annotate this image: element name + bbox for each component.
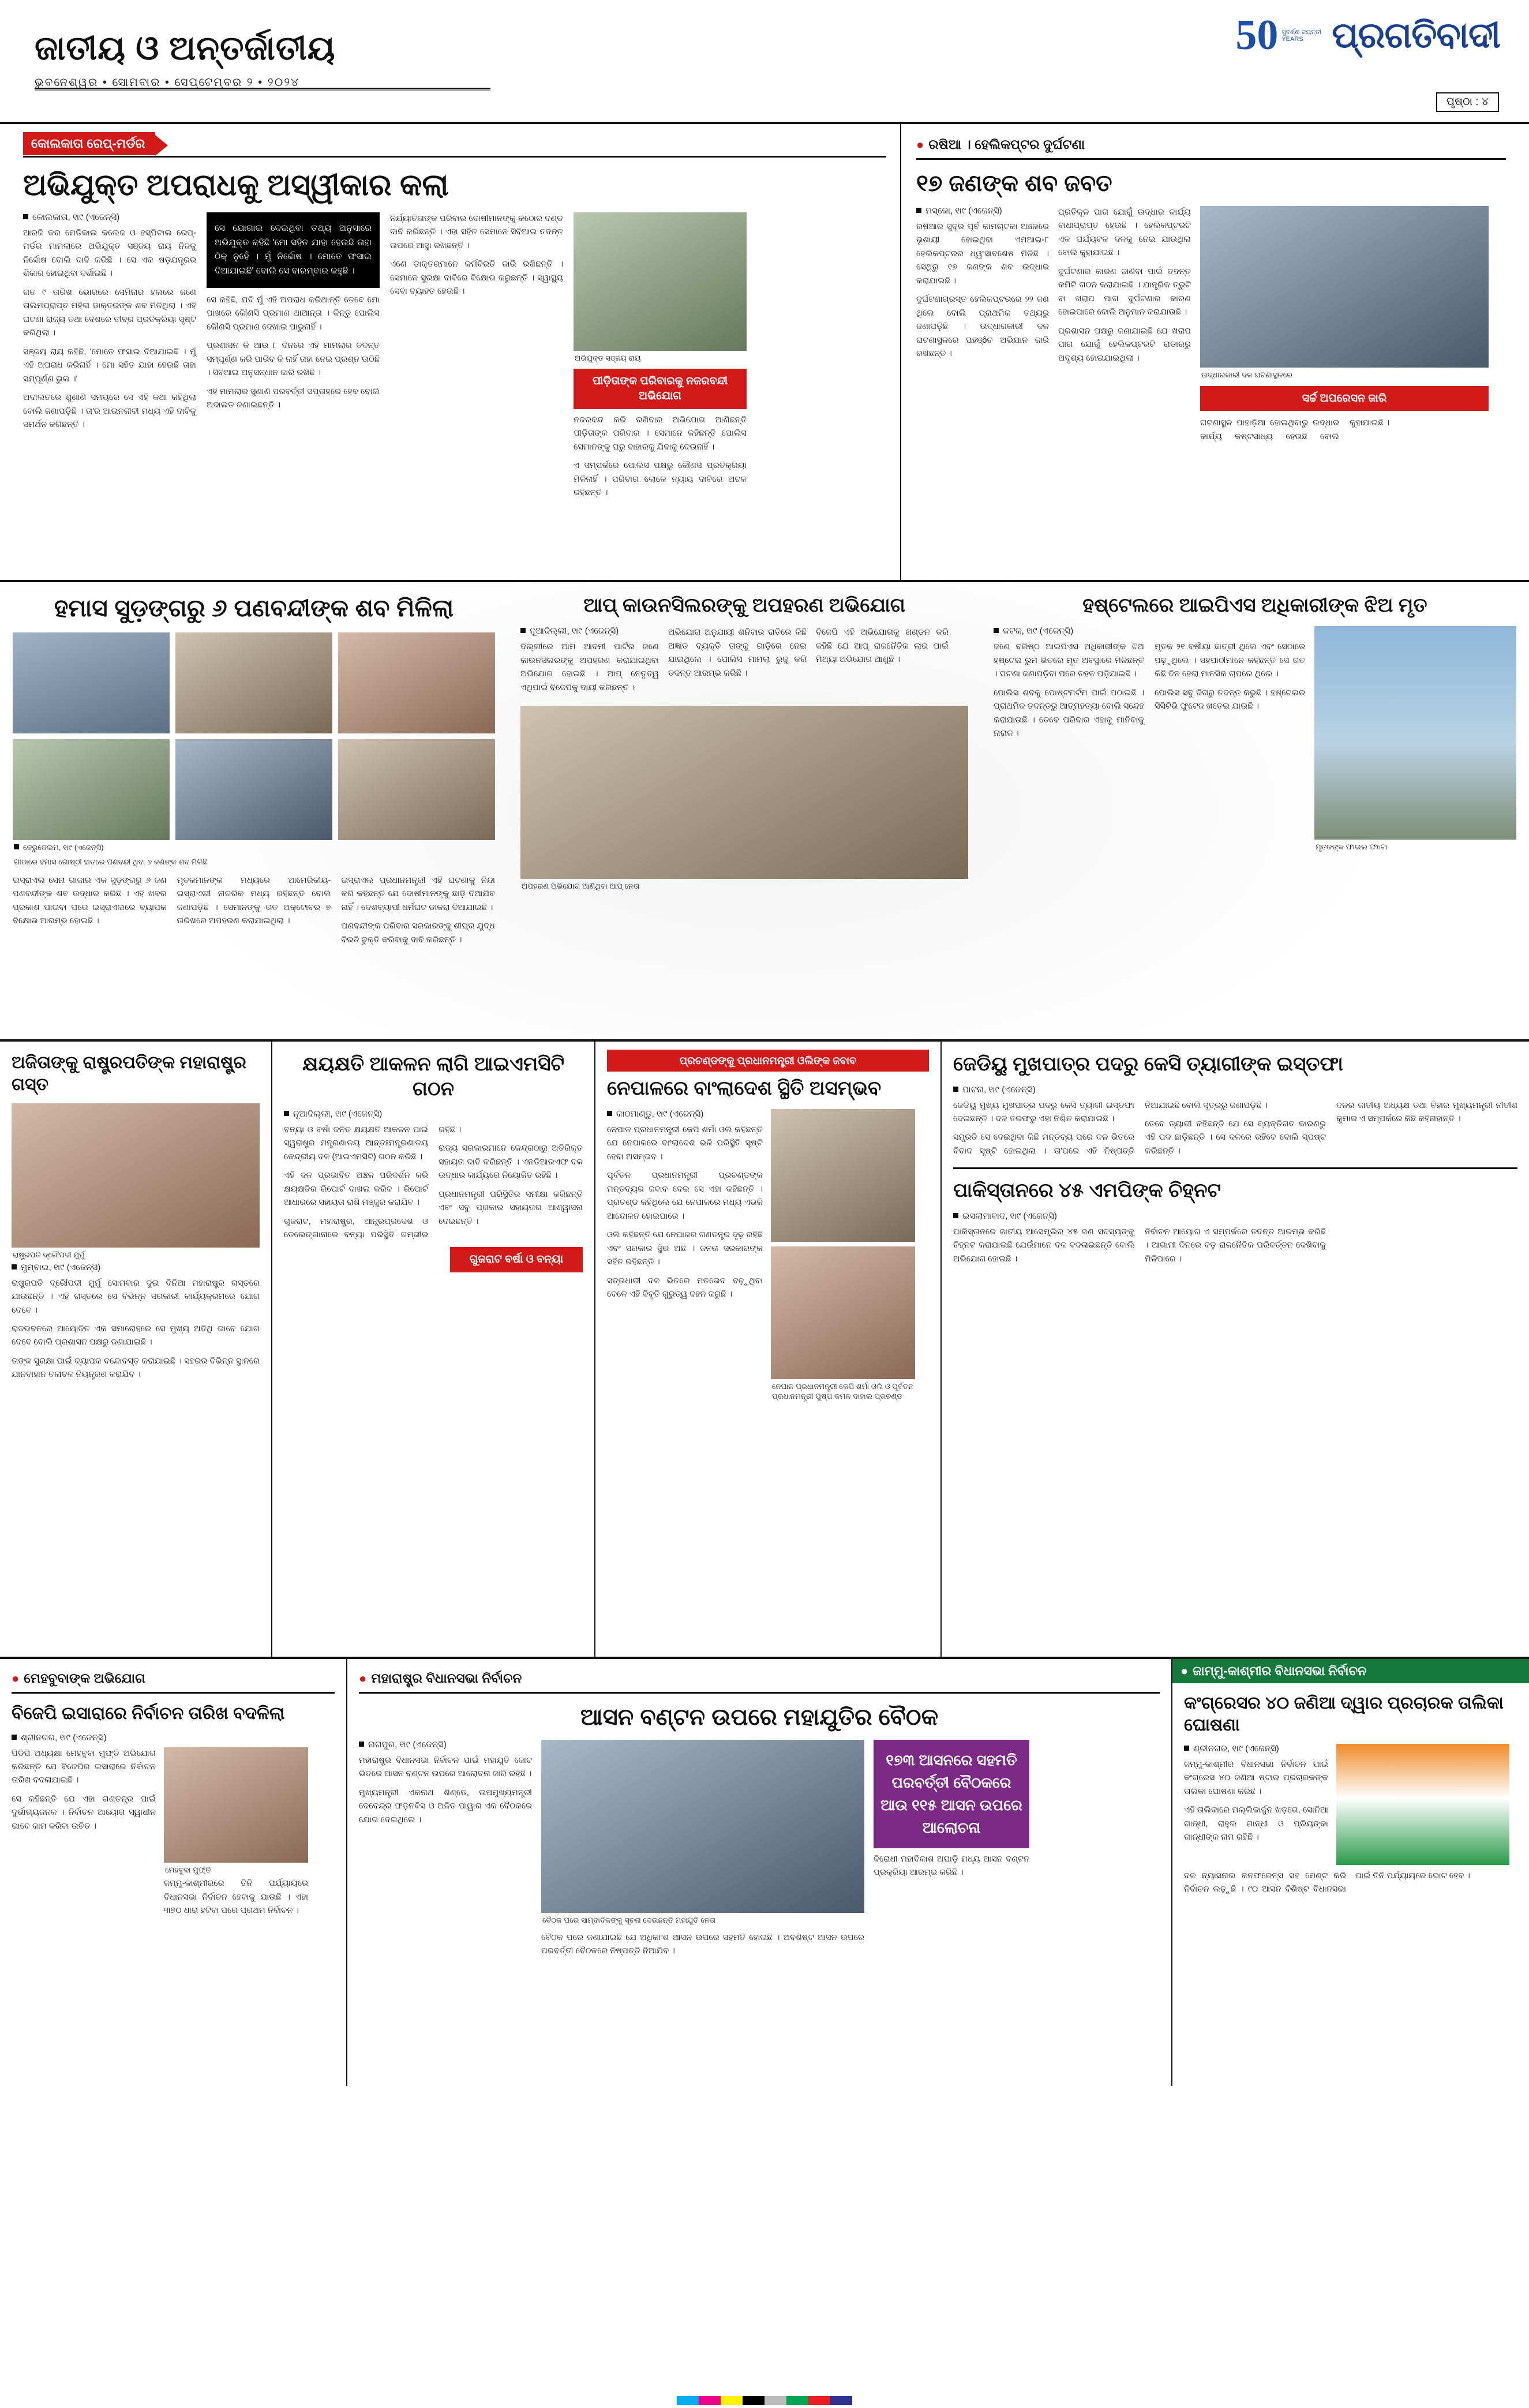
pakistan-para: ନିର୍ବାଚନ ଆୟୋଗ ଏ ସମ୍ପର୍କରେ ତଦନ୍ତ ଆରମ୍ଭ କରିଛି । ଆଗାମୀ ଦିନରେ ବଡ଼ ରାଜନୈତିକ ପରିବର୍ତ୍ତନ ଦେଖିବାକୁ ମିଳିପାରେ । xyxy=(1145,1227,1326,1264)
mehbooba-kicker: ● ମେହବୁବାଙ୍କ ଅଭିଯୋଗ xyxy=(12,1666,335,1694)
mehbooba-story xyxy=(0,1659,346,2086)
helicopter-col-2 xyxy=(1058,206,1191,444)
imct-para: ପ୍ରଧାନମନ୍ତ୍ରୀ ପରିସ୍ଥିତିର ସମୀକ୍ଷା କରିଛନ୍ତି ଏବଂ ସବୁ ପ୍ରକାର ସହାୟତାର ଆଶ୍ୱାସନା ଦେଇଛନ୍ତି । xyxy=(439,1189,583,1226)
helicopter-para: ପ୍ରତିକୂଳ ପାଗ ଯୋଗୁଁ ଉଦ୍ଧାର କାର୍ଯ୍ୟ ବାଧାପ୍ରାପ୍ତ ହେଉଛି । ହେଲିକପ୍ଟରଟି ଏକ ପର୍ଯ୍ୟଟକ ଦଳକୁ ନେଇ ଯାଉଥିଲା ବୋଲି କୁହାଯାଇଛି । xyxy=(1058,208,1191,258)
nepal-para: ନେପାଳ ପ୍ରଧାନମନ୍ତ୍ରୀ କେପି ଶର୍ମା ଓଲି କହିଛନ୍ତି ଯେ ନେପାଳରେ ବାଂଲାଦେଶ ଭଳି ପରିସ୍ଥିତି ସୃଷ୍ଟି ହେବା ଅସମ୍ଭବ । xyxy=(607,1125,763,1162)
president-visit-story xyxy=(0,1042,271,1657)
nepal-para: ସତ୍ତାଧାରୀ ଦଳ ଭିତରେ ମତଭେଦ ବଢ଼ୁଥିବା ବେଳେ ଏହି ବିବୃତି ଗୁରୁତ୍ୱ ବହନ କରୁଛି । xyxy=(607,1276,763,1300)
mehbooba-byline: ଶ୍ରୀନଗର, ୧ା୯ (ଏଜେନ୍ସି) xyxy=(12,1733,335,1743)
page-number-badge: ପୃଷ୍ଠା : ୪ xyxy=(1436,92,1499,112)
anniversary-seal-text: ସୁବର୍ଣ୍ଣ ଜୟନ୍ତୀ xyxy=(1281,28,1322,36)
nepal-story xyxy=(594,1042,940,1657)
hostages-caption: ଜେରୁଜେଲମ, ୧ା୯ (ଏଜେନ୍ସି) xyxy=(13,840,495,855)
crash-site-caption: ଉଦ୍ଧାରକାରୀ ଦଳ ଘଟଣାସ୍ଥଳରେ xyxy=(1201,370,1293,379)
nepal-headline: ନେପାଳରେ ବାଂଲାଦେଶ ସ୍ଥିତି ଅସମ୍ଭବ xyxy=(607,1077,882,1100)
masthead xyxy=(0,0,1529,124)
helicopter-byline: ମସ୍କୋ, ୧ା୯ (ଏଜେନ୍ସି) xyxy=(916,206,1049,216)
nepal-para: ପୂର୍ବତନ ପ୍ରଧାନମନ୍ତ୍ରୀ ପ୍ରଚଣ୍ଡଙ୍କ ମନ୍ତବ୍ୟର ଜବାବ ଦେଇ ସେ ଏହା କହିଛନ୍ତି । ପ୍ରଚଣ୍ଡ କହିଥିଲେ ଯେ ନେପାଳରେ ମଧ୍ୟ ଏଭଳି ଆନ୍ଦୋଳନ ହୋଇପାରେ । xyxy=(607,1171,763,1221)
cmyk-black xyxy=(743,2396,765,2405)
red-bullet-icon: ● xyxy=(12,1671,20,1686)
helicopter-col-3 xyxy=(1200,206,1489,444)
lead-para: ଗତ ୯ ତାରିଖ ଭୋରରେ ସେମିନାର ହଲରେ ଜଣେ ତାଲିମପ୍ରାପ୍ତ ମହିଳା ଡାକ୍ତରଙ୍କ ଶବ ମିଳିଥିଲା । ଏହି ଘଟଣା ରାଜ୍ୟ ତଥା ଦେଶରେ ତୀବ୍ର ପ୍ରତିକ୍ରିୟା ସୃଷ୍ଟି କରିଥିଲା । xyxy=(23,287,196,338)
ips-para: ପୋଲିସ ଶବକୁ ପୋଷ୍ଟମର୍ଟମ ପାଇଁ ପଠାଇଛି । ପ୍ରାଥମିକ ତଦନ୍ତରୁ ଆତ୍ମହତ୍ୟା ବୋଲି ସନ୍ଦେହ କରାଯାଉଛି । ତେବେ ପରିବାର ଏହାକୁ ମାନିବାକୁ ନାରାଜ । xyxy=(994,688,1144,739)
lead-story xyxy=(0,124,900,580)
lead-para: ପ୍ରଶାସନ କି ଆଉ ୮ ଦିନରେ ଏହି ମାମଲାର ତଦନ୍ତ ସମ୍ପୂର୍ଣ୍ଣ କରି ପାରିବ କି ନାହିଁ ତାହା ନେଇ ପ୍ରଶ୍ନ ଉଠିଛି । ସିବିଆଇ ଅନୁସନ୍ଧାନ ଜାରି ରଖିଛି । xyxy=(207,341,380,378)
mahayuti-col-1 xyxy=(359,1740,532,1964)
imct-para: ଏହି ଦଳ ପ୍ରଭାବିତ ଅଞ୍ଚଳ ପରିଦର୍ଶନ କରି କ୍ଷୟକ୍ଷତିର ରିପୋର୍ଟ ଦାଖଲ କରିବ । ରିପୋର୍ଟ ଆଧାରରେ ସହାୟତା ରାଶି ମଞ୍ଜୁର କରାଯିବ । xyxy=(284,1171,428,1208)
pakistan-para: ପାକିସ୍ତାନରେ ଜାତୀୟ ଆସେମ୍ବ୍ଲିର ୪୫ ଜଣ ସଦସ୍ୟଙ୍କୁ ଚିହ୍ନଟ କରାଯାଇଛି ଯେଉଁମାନେ ଦଳ ବଦଳାଇଛନ୍ତି ବୋଲି ଅଭିଯୋଗ ହୋଇଛି । xyxy=(953,1227,1134,1264)
victim-photo-caption: ମୃତକଙ୍କ ଫାଇଲ ଫଟୋ xyxy=(1316,842,1388,852)
victim-photo xyxy=(1314,626,1516,840)
red-bullet-icon: ● xyxy=(359,1671,367,1686)
helicopter-para: ଦୁର୍ଘଟଣାର କାରଣ ଜାଣିବା ପାଇଁ ତଦନ୍ତ କମିଟି ଗଠନ କରାଯାଇଛି । ଯାନ୍ତ୍ରିକ ତ୍ରୁଟି ବା ଖରାପ ପାଗ ଦୁର୍ଘଟଣାର କାରଣ ହୋଇପାରେ ବୋଲି ଅନୁମାନ କରାଯାଉଛି । xyxy=(1058,267,1191,317)
mahayuti-headline: ଆସନ ବଣ୍ଟନ ଉପରେ ମହାଯୁତିର ବୈଠକ xyxy=(580,1705,939,1730)
anniversary-label: YEARS xyxy=(1281,36,1303,43)
mahayuti-story xyxy=(346,1659,1171,2086)
mahayuti-purplebox: ୧୭୩ ଆସନରେ ସହମତି ପରବର୍ତ୍ତୀ ବୈଠକରେ ଆଉ ୧୧୫ ଆସନ ଉପରେ ଆଲୋଚନା xyxy=(874,1740,1029,1848)
divider xyxy=(953,1167,1517,1169)
helicopter-story xyxy=(900,124,1529,580)
nepal-text xyxy=(607,1109,763,1404)
president-para: ତାଙ୍କ ସୁରକ୍ଷା ପାଇଁ ବ୍ୟାପକ ବନ୍ଦୋବସ୍ତ କରାଯାଇଛି । ସହରର ବିଭିନ୍ନ ସ୍ଥାନରେ ଯାନବାହାନ ଚଳାଚଳ ନିୟନ୍ତ୍ରଣ କରାଯିବ । xyxy=(12,1356,260,1380)
ips-para: ପୋଲିସ ସବୁ ଦିଗରୁ ତଦନ୍ତ କରୁଛି । ହଷ୍ଟେଲର ସିସିଟିଭି ଫୁଟେଜ ଖତେଇ ଯାଉଛି । xyxy=(1155,688,1305,711)
jdu-para: ତେବେ ତ୍ୟାଗୀ କହିଛନ୍ତି ଯେ ସେ ବ୍ୟକ୍ତିଗତ କାରଣରୁ ଏହି ପଦ ଛାଡ଼ିଛନ୍ତି । ସେ ଦଳରେ ରହିବେ ବୋଲି ସ୍ପଷ୍ଟ କରିଛନ୍ତି । xyxy=(1145,1119,1326,1156)
hostages-headline: ହମାସ ସୁଡ଼ଙ୍ଗରୁ ୬ ପଣବନ୍ଦୀଙ୍କ ଶବ ମିଳିଲା xyxy=(54,594,454,621)
lead-para: ନିର୍ଯ୍ୟାତିତାଙ୍କ ପରିବାର ଦୋଷୀମାନଙ୍କୁ କଠୋର ଦଣ୍ଡ ଦାବି କରିଛନ୍ତି । ଏହା ସହିତ ସେମାନେ ସିବିଆଇ ତଦନ୍ତ ଉପରେ ଆସ୍ଥା ରଖିଛନ୍ତି । xyxy=(390,214,563,250)
mehbooba-para: ସେ କହିଛନ୍ତି ଯେ ଏହା ଗଣତନ୍ତ୍ର ପାଇଁ ଦୁର୍ଭାଗ୍ୟଜନକ । ନିର୍ବାଚନ ଆୟୋଗ ସ୍ୱାଧୀନ ଭାବେ କାମ କରିବା ଉଚିତ । xyxy=(12,1794,156,1831)
president-photo-caption: ରାଷ୍ଟ୍ରପତି ଦ୍ରୌପଦୀ ମୁର୍ମୁ xyxy=(13,1250,85,1259)
lead-para: ସେ କହିଛି, ଯଦି ମୁଁ ଏହି ଅପରାଧ କରିଥାନ୍ତି ତେବେ ମୋ ପାଖରେ କୌଣସି ପ୍ରମାଣ ଥାଆନ୍ତା । କିନ୍ତୁ ପୋଲିସ କୌଣସି ପ୍ରମାଣ ଦେଖାଇ ପାରୁନାହିଁ । xyxy=(207,295,380,332)
congress-byline: ଶ୍ରୀନଗର, ୧ା୯ (ଏଜେନ୍ସି) xyxy=(1184,1744,1328,1754)
mehbooba-headline: ବିଜେପି ଇସାରାରେ ନିର୍ବାଚନ ତାରିଖ ବଦଳିଲା xyxy=(12,1704,285,1723)
ips-para: ମୃତକ ୨୧ ବର୍ଷୀୟା ଛାତ୍ରୀ ଥିଲେ ଏବଂ ସେଠାରେ ପଢ଼ୁଥିଲେ । ସହପାଠୀମାନେ କହିଛନ୍ତି ସେ ଗତ କିଛି ଦିନ ହେଲା ମାନସିକ ଚାପରେ ଥିଲେ । xyxy=(1155,642,1305,679)
cmyk-blue xyxy=(830,2396,852,2405)
accused-photo xyxy=(574,212,747,351)
anniversary-logo xyxy=(1235,12,1322,59)
imct-para: ରାଜ୍ୟ ସରକାରମାନେ କେନ୍ଦ୍ରଠାରୁ ଅତିରିକ୍ତ ସହାୟତା ଦାବି କରିଛନ୍ତି । ଏନଡିଆରଏଫ ଦଳ ଉଦ୍ଧାର କାର୍ଯ୍ୟରେ ନିୟୋଜିତ ରହିଛି । xyxy=(439,1144,583,1181)
president-para: ରାଜଭବନରେ ଆୟୋଜିତ ଏକ ସମାରୋହରେ ସେ ମୁଖ୍ୟ ଅତିଥି ଭାବେ ଯୋଗ ଦେବେ ବୋଲି ପ୍ରଶାସନ ପକ୍ଷରୁ ଜଣାଯାଇଛି । xyxy=(12,1324,260,1347)
prachanda-photo xyxy=(771,1246,915,1379)
president-byline: ମୁମ୍ବାଇ, ୧ା୯ (ଏଜେନ୍ସି) xyxy=(12,1263,260,1272)
oli-photo xyxy=(771,1109,915,1242)
cmyk-cyan xyxy=(677,2396,699,2405)
president-photo xyxy=(12,1103,260,1248)
lead-byline: କୋଲକାତା, ୧ା୯ (ଏଜେନ୍ସି) xyxy=(23,212,196,222)
aap-para: ବିଜେପି ଏହି ଅଭିଯୋଗକୁ ଖଣ୍ଡନ କରି କହିଛି ଯେ ଆପ୍‌ ରାଜନୈତିକ ଲାଭ ପାଇଁ ମିଥ୍ୟା ଅଭିଯୋଗ ଆଣୁଛି । xyxy=(816,628,949,665)
imct-story xyxy=(271,1042,594,1657)
mahayuti-byline: ନାଗପୁର, ୧ା୯ (ଏଜେନ୍ସି) xyxy=(359,1740,532,1750)
congress-para: ଦଳ ନ୍ୟାସନାଲ କନଫରେନ୍ସ ସହ ମେଣ୍ଟ କରି ନିର୍ବାଚନ ଲଢ଼ୁଛି । ୯୦ ଆସନ ବିଶିଷ୍ଟ ବିଧାନସଭା ପାଇଁ ତିନି ପର୍ଯ୍ୟାୟରେ ଭୋଟ ହେବ । xyxy=(1184,1871,1470,1894)
helicopter-col-1 xyxy=(916,206,1049,444)
cmyk-green xyxy=(786,2396,808,2405)
mahayuti-para: ମୁଖ୍ୟମନ୍ତ୍ରୀ ଏକନାଥ ଶିଣ୍ଡେ, ଉପମୁଖ୍ୟମନ୍ତ୍ରୀ ଦେବେନ୍ଦ୍ର ଫଡ଼ନବିସ ଓ ଅଜିତ ପାୱାର ଏକ ବୈଠକରେ ଯୋଗ ଦେଇଥିଲେ । xyxy=(359,1788,532,1825)
lead-pullquote: ସେ ଯୋଗାଇ ଦେଇଥିବା ତଥ୍ୟ ଅନୁସାରେ ଅଭିଯୁକ୍ତ କହିଛି 'ମୋ ସହିତ ଯାହା ହେଉଛି ତାହା ଠିକ୍‌ ନୁହେଁ । ମୁଁ ନିର୍ଦ୍ଦୋଷ । ମୋତେ ଫସାଇ ଦିଆଯାଇଛି' ବୋଲି ସେ ବାରମ୍ବାର କହୁଛି । xyxy=(207,212,380,288)
aap-headline: ଆପ୍‌ କାଉନସିଲରଙ୍କୁ ଅପହରଣ ଅଭିଯୋଗ xyxy=(583,594,905,616)
jdu-story xyxy=(940,1042,1529,1657)
mehbooba-col-2 xyxy=(164,1747,308,1923)
ips-daughter-story xyxy=(981,582,1529,1039)
congress-headline: କଂଗ୍ରେସର ୪୦ ଜଣିଆ ଦ୍ୱାର ପ୍ରଚାରକ ତାଲିକା ଘୋଷଣା xyxy=(1184,1694,1504,1735)
lead-para: ଏଣେ ଡାକ୍ତରମାନେ କର୍ମବିରତି ଜାରି ରଖିଛନ୍ତି । ସେମାନେ ସୁରକ୍ଷା ଦାବିରେ ବିକ୍ଷୋଭ କରୁଛନ୍ତି । ସ୍ୱାସ୍ଥ୍ୟ ସେବା ବ୍ୟାହତ ହେଉଛି । xyxy=(390,260,563,297)
hostage-photo xyxy=(175,739,332,840)
helicopter-kicker: ● ରଷିଆ । ହେଲିକପ୍ଟର ଦୁର୍ଘଟଣା xyxy=(916,132,1506,160)
kicker-arrow-icon xyxy=(155,135,168,156)
dateline: ଭୁବନେଶ୍ୱର • ସୋମବାର • ସେପ୍ଟେମ୍ବର ୨ • ୨୦୨୪ xyxy=(35,76,300,89)
congress-story xyxy=(1171,1659,1529,2086)
hostage-photo xyxy=(13,739,170,840)
jdu-para: ସମ୍ପ୍ରତି ସେ ଦେଇଥିବା କିଛି ମନ୍ତବ୍ୟ ପରେ ଦଳ ଭିତରେ ବିବାଦ ସୃଷ୍ଟି ହୋଇଥିଲା । ତା'ପରେ ଏହି ନିଷ୍ପତ୍ତି ନିଆଯାଇଛି ବୋଲି ସୂତ୍ରରୁ ଜଣାପଡ଼ିଛି । xyxy=(953,1100,1268,1156)
lead-para: ସଞ୍ଜୟ ରାୟ କହିଛି, 'ମୋତେ ଫସାଇ ଦିଆଯାଇଛି । ମୁଁ ଏହି ଅପରାଧ କରିନାହିଁ । ମୋ ସହିତ ଯାହା ହେଉଛି ତାହା ସମ୍ପୂର୍ଣ୍ଣ ଭୁଲ ।' xyxy=(23,347,196,384)
cmyk-magenta xyxy=(699,2396,721,2405)
hostages-para: ମୃତକମାନଙ୍କ ମଧ୍ୟରେ ଆମେରିକୀୟ-ଇସ୍ରାଏଲୀ ନାଗରିକ ମଧ୍ୟ ରହିଛନ୍ତି ବୋଲି ଜଣାପଡ଼ିଛି । ସେମାନଙ୍କୁ ଗତ ଅକ୍ଟୋବର ୭ ତାରିଖରେ ଅପହରଣ କରାଯାଇଥିଲା । xyxy=(177,875,331,926)
mahayuti-col-3 xyxy=(874,1740,1029,1964)
jdu-byline: ପାଟନା, ୧ା୯ (ଏଜେନ୍ସି) xyxy=(953,1085,1517,1095)
middle-feature-band xyxy=(0,580,1529,1042)
lead-col-2 xyxy=(207,212,380,505)
congress-flag-photo xyxy=(1336,1744,1509,1865)
lead-col-4 xyxy=(574,212,747,505)
nepal-para: ଓଲି କହିଛନ୍ତି ଯେ ନେପାଳର ଗଣତନ୍ତ୍ର ଦୃଢ଼ ରହିଛି ଏବଂ ସରକାର ସ୍ଥିର ଅଛି । ଜନତା ସରକାରଙ୍କ ସହିତ ରହିଛନ୍ତି । xyxy=(607,1230,763,1267)
helicopter-redbar: ସର୍ଚ୍ଚ ଅପରେସନ ଜାରି xyxy=(1200,386,1489,411)
hostages-story xyxy=(0,582,508,1039)
hostages-para: ଇସ୍ରାଏଲ ସେନା ଗାଜାର ଏକ ସୁଡ଼ଙ୍ଗରୁ ୬ ଜଣ ପଣବନ୍ଦୀଙ୍କ ଶବ ଉଦ୍ଧାର କରିଛି । ଏହି ଖବର ପ୍ରକାଶ ପାଇବା ପରେ ଇସ୍ରାଏଲରେ ବ୍ୟାପକ ବିକ୍ଷୋଭ ଆରମ୍ଭ ହୋଇଛି । xyxy=(13,875,167,926)
cmyk-strip xyxy=(677,2396,852,2405)
helicopter-para: ଦୁର୍ଘଟଣାଗ୍ରସ୍ତ ହେଲିକପ୍ଟରରେ ୨୨ ଜଣ ଥିଲେ ବୋଲି ପ୍ରାଥମିକ ତଥ୍ୟରୁ ଜଣାପଡ଼ିଛି । ଉଦ୍ଧାରକାରୀ ଦଳ ଘଟଣାସ୍ଥଳରେ ପହଞ୍ôଚ ଅଭିଯାନ ଜାରି ରଖିଛନ୍ତି । xyxy=(916,295,1049,359)
jdu-para: ଦଳର ଜାତୀୟ ଅଧ୍ୟକ୍ଷ ତଥା ବିହାର ମୁଖ୍ୟମନ୍ତ୍ରୀ ନୀତୀଶ କୁମାର ଏ ସମ୍ପର୍କରେ କିଛି କହିନାହାନ୍ତି । xyxy=(1336,1100,1517,1124)
president-para: ରାଷ୍ଟ୍ରପତି ଦ୍ରୌପଦୀ ମୁର୍ମୁ ସୋମବାର ଦୁଇ ଦିନିଆ ମହାରାଷ୍ଟ୍ର ଗସ୍ତରେ ଯାଉଛନ୍ତି । ଏହି ଗସ୍ତରେ ସେ ବିଭିନ୍ନ ସରକାରୀ କାର୍ଯ୍ୟକ୍ରମରେ ଯୋଗ ଦେବେ । xyxy=(12,1278,260,1315)
news-band-3 xyxy=(0,1042,1529,1659)
aap-para: ଦିଲ୍ଲୀରେ ଆମ ଆଦମୀ ପାର୍ଟିର ଜଣେ କାଉନସିଲରଙ୍କୁ ଅପହରଣ କରାଯାଇଥିବା ଅଭିଯୋଗ ହୋଇଛି । ଆପ୍‌ ନେତୃତ୍ୱ ଏଥିପାଇଁ ବିଜେପିକୁ ଦାୟୀ କରିଛନ୍ତି । xyxy=(520,642,659,692)
mehbooba-col-1 xyxy=(12,1747,156,1923)
lead-para: ଏ ସମ୍ପର୍କରେ ପୋଲିସ ପକ୍ଷରୁ କୌଣସି ପ୍ରତିକ୍ରିୟା ମିଳିନାହିଁ । ପରିବାର ଲୋକେ ନ୍ୟାୟ ଦାବିରେ ଅଟଳ ରହିଛନ୍ତି । xyxy=(574,461,747,498)
congress-para: ଜମ୍ମୁ-କାଶ୍ମୀର ବିଧାନସଭା ନିର୍ବାଚନ ପାଇଁ କଂଗ୍ରେସ ୪୦ ଜଣିଆ ଷ୍ଟାର ପ୍ରଚାରକଙ୍କ ତାଲିକା ଘୋଷଣା କରିଛି । xyxy=(1184,1760,1328,1796)
hostages-para: ଇସ୍ରାଏଲ ପ୍ରଧାନମନ୍ତ୍ରୀ ଏହି ଘଟଣାକୁ ନିନ୍ଦା କରି କହିଛନ୍ତି ଯେ ଦୋଷୀମାନଙ୍କୁ ଛାଡ଼ି ଦିଆଯିବ ନାହିଁ । ଦେଶବ୍ୟାପୀ ଧର୍ମଘଟ ଡାକରା ଦିଆଯାଇଛି । xyxy=(341,875,495,912)
pakistan-byline: ଇସଲାମାବାଦ, ୧ା୯ (ଏଜେନ୍ସି) xyxy=(953,1211,1517,1221)
mahayuti-photo-col xyxy=(541,1740,864,1964)
lead-col-3 xyxy=(390,212,563,505)
mehbooba-photo xyxy=(164,1747,308,1863)
accused-photo-caption: ଅଭିଯୁକ୍ତ ସଞ୍ଜୟ ରାୟ xyxy=(575,353,641,362)
lead-para: ଏହି ମାମଲାର ସୁଣାଣି ପରବର୍ତ୍ତୀ ସପ୍ତାହରେ ହେବ ବୋଲି ଅଦାଲତ ଜଣାଇଛନ୍ତି । xyxy=(207,387,380,410)
jdu-para: ଜେଡିୟୁ ମୁଖ୍ୟ ମୁଖପାତ୍ର ପଦରୁ କେସି ତ୍ୟାଗୀ ଇସ୍ତଫା ଦେଇଛନ୍ତି । ଦଳ ତରଫରୁ ଏହା ନିଶ୍ଚିତ କରାଯାଇଛି । xyxy=(953,1100,1134,1124)
registration-color-bar xyxy=(0,2393,1529,2408)
helicopter-para: ପ୍ରଶାସନ ପକ୍ଷରୁ ଜଣାଯାଇଛି ଯେ ଖରାପ ପାଗ ଯୋଗୁଁ ହେଲିକପ୍ଟରଟି ରାଡାରରୁ ଅଦୃଶ୍ୟ ହୋଇଯାଇଥିଲା । xyxy=(1058,326,1191,363)
jdu-headline: ଜେଡିୟୁ ମୁଖପାତ୍ର ପଦରୁ କେସି ତ୍ୟାଗୀଙ୍କ ଇସ୍ତଫା xyxy=(953,1053,1343,1075)
masthead-left xyxy=(35,29,336,89)
ips-headline: ହଷ୍ଟେଲରେ ଆଇପିଏସ ଅଧିକାରୀଙ୍କ ଝିଅ ମୃତ xyxy=(1082,594,1427,616)
nepal-photos xyxy=(771,1109,915,1404)
lead-para: ନଜରବନ୍ଦ କରି ରଖିବାର ଅଭିଯୋଗ ଆଣିଛନ୍ତି ପୀଡ଼ିତାଙ୍କ ପରିବାର । ସେମାନେ କହିଛନ୍ତି ପୋଲିସ ସେମାନଙ୍କୁ ଘରୁ ବାହାରକୁ ଯିବାକୁ ଦେଉନାହିଁ । xyxy=(574,415,747,452)
red-bullet-icon: ● xyxy=(916,137,924,152)
president-headline: ଅଜିତାଙ୍କୁ ରାଷ୍ଟ୍ରପତିଙ୍କ ମହାରାଷ୍ଟ୍ର ଗସ୍ତ xyxy=(12,1053,246,1094)
imct-byline: ନୂଆଦିଲ୍ଲୀ, ୧ା୯ (ଏଜେନ୍ସି) xyxy=(284,1109,583,1119)
mahayuti-para: ବିରୋଧୀ ମହାବିକାଶ ଅଘାଡ଼ି ମଧ୍ୟ ଆସନ ବଣ୍ଟନ ପ୍ରକ୍ରିୟା ଆରମ୍ଭ କରିଛି । xyxy=(874,1855,1029,1878)
mehbooba-para: ଜମ୍ମୁ-କାଶ୍ମୀରରେ ତିନି ପର୍ଯ୍ୟାୟରେ ବିଧାନସଭା ନିର୍ବାଚନ ହେବାକୁ ଯାଉଛି । ଏହା ୩୭୦ ଧାରା ହଟିବା ପରେ ପ୍ରଥମ ନିର୍ବାଚନ । xyxy=(164,1879,308,1916)
mehbooba-photo-caption: ମେହବୁବା ମୁଫ୍ତି xyxy=(165,1865,211,1874)
congress-kicker: ● ଜାମ୍ମୁ-କାଶ୍ମୀର ବିଧାନସଭା ନିର୍ବାଚନ xyxy=(1172,1659,1529,1683)
mahayuti-para: ବୈଠକ ପରେ ଜଣାଯାଇଛି ଯେ ଅଧିକାଂଶ ଆସନ ଉପରେ ସହମତି ହୋଇଛି । ଅବଶିଷ୍ଟ ଆସନ ଉପରେ ପରବର୍ତ୍ତୀ ବୈଠକରେ ନିଷ୍ପତ୍ତି ନିଆଯିବ । xyxy=(541,1933,864,1956)
lead-redbar-heading: ପୀଡ଼ିତାଙ୍କ ପରିବାରକୁ ନଜରବନ୍ଦୀ ଅଭିଯୋଗ xyxy=(574,369,747,409)
hostages-para: ପଣବନ୍ଦୀଙ୍କ ପରିବାର ସରକାରଙ୍କୁ ଶୀଘ୍ର ଯୁଦ୍ଧ ବିରତି ଚୁକ୍ତି କରିବାକୁ ଦାବି କରିଛନ୍ତି । xyxy=(341,922,495,945)
mehbooba-para: ପିଡିପି ଅଧ୍ୟକ୍ଷା ମେହବୁବା ମୁଫ୍ତି ଅଭିଯୋଗ କରିଛନ୍ତି ଯେ ବିଜେପିର ଇସାରାରେ ନିର୍ବାଚନ ତାରିଖ ବଦଳାଯାଇଛି । xyxy=(12,1748,156,1785)
mahayuti-kicker: ● ମହାରାଷ୍ଟ୍ର ବିଧାନସଭା ନିର୍ବାଚନ xyxy=(359,1666,1160,1694)
imct-redbox: ଗୁଜରାଟ ବର୍ଷା ଓ ବନ୍ୟା xyxy=(450,1247,583,1272)
aap-leader-photo xyxy=(520,706,968,879)
crash-site-photo xyxy=(1200,206,1489,368)
lead-para: ଅଦାଲତରେ ଶୁଣାଣି ସମୟରେ ସେ ଏହି କଥା କହିଥିଲା ବୋଲି ଜଣାପଡ଼ିଛି । ତା'ର ଆଇନଜୀବୀ ମଧ୍ୟ ଏହି ଦାବିକୁ ସମର୍ଥନ କରିଛନ୍ତି । xyxy=(23,393,196,430)
lead-kicker-wrap xyxy=(23,132,886,158)
aap-col-2 xyxy=(668,626,807,700)
aap-photo-caption: ଅପହରଣ ଅଭିଯୋଗ ଆଣିଥିବା ଆପ୍‌ ନେତା xyxy=(522,882,640,891)
congress-para: ଏହି ତାଲିକାରେ ମଲ୍ଲିକାର୍ଜୁନ ଖଡ଼ଗେ, ସୋନିଆ ଗାନ୍ଧୀ, ରାହୁଲ ଗାନ୍ଧୀ ଓ ପ୍ରିୟଙ୍କା ଗାନ୍ଧୀଙ୍କ ନାମ ରହିଛି । xyxy=(1184,1806,1328,1842)
imct-headline: କ୍ଷୟକ୍ଷତି ଆକଳନ ଲାଗି ଆଇଏମସିଟି ଗଠନ xyxy=(302,1053,565,1100)
press-conference-photo xyxy=(541,1740,864,1913)
congress-text xyxy=(1184,1744,1328,1865)
cmyk-grey xyxy=(765,2396,786,2405)
press-conference-caption: ବୈଠକ ପରେ ସାମ୍ବାଦିକଙ୍କୁ ସୂଚନା ଦେଉଛନ୍ତି ମହାଯୁତି ନେତା xyxy=(542,1916,716,1924)
aap-councillor-story xyxy=(508,582,981,1039)
hostage-photo xyxy=(13,632,170,733)
aap-byline: ନୂଆଦିଲ୍ଲୀ, ୧ା୯ (ଏଜେନ୍ସି) xyxy=(520,626,659,636)
hostage-photo xyxy=(338,739,495,840)
cmyk-red xyxy=(808,2396,830,2405)
lead-col-1 xyxy=(23,212,196,505)
lead-para: ଆରଜି କର ମେଡିକାଲ କଲେଜ ଓ ହସ୍ପିଟାଲ ରେପ୍‌-ମର୍ଡର ମାମଲାରେ ଅଭିଯୁକ୍ତ ସଞ୍ଜୟ ରାୟ ନିଜକୁ ନିର୍ଦ୍ଦୋଷ ବୋଲି ଦାବି କରିଛି । ସେ ଏକ ଷଡ଼ଯନ୍ତ୍ରର ଶିକାର ହୋଇଥିବା ଦର୍ଶାଇଛି । xyxy=(23,228,196,279)
aap-col-1 xyxy=(520,626,659,700)
imct-para: ବନ୍ୟା ଓ ବର୍ଷା ଜନିତ କ୍ଷୟକ୍ଷତି ଆକଳନ ପାଇଁ ସ୍ୱରାଷ୍ଟ୍ର ମନ୍ତ୍ରଣାଳୟ ଆନ୍ତଃମନ୍ତ୍ରଣାଳୟ କେନ୍ଦ୍ରୀୟ ଦଳ (ଆଇଏମସିଟି) ଗଠନ କରିଛି । xyxy=(284,1125,428,1162)
mahayuti-para: ମହାରାଷ୍ଟ୍ର ବିଧାନସଭା ନିର୍ବାଚନ ପାଇଁ ମହାଯୁତି ଜୋଟ ଭିତରେ ଆସନ ବଣ୍ଟନ ଉପରେ ଆଲୋଚନା ଜାରି ରହିଛି । xyxy=(359,1756,532,1779)
hostages-photo-caption: ଗାଜାରେ ହମାସ ଗୋଷ୍ଠୀ ହାତରେ ପଣବନ୍ଦୀ ଥିବା ୬ ଜଣଙ୍କ ଶବ ମିଳିଛି xyxy=(14,857,208,867)
masthead-rule xyxy=(35,88,490,91)
page-title: ଜାତୀୟ ଓ ଅନ୍ତର୍ଜାତୀୟ xyxy=(35,29,336,67)
pakistan-headline: ପାକିସ୍ତାନରେ ୪୫ ଏମପିଙ୍କ ଚିହ୍ନଟ xyxy=(953,1179,1221,1202)
helicopter-para: ରଷିଆର ସୁଦୂର ପୂର୍ବ କାମଚାଟକା ଅଞ୍ଚଳରେ ଭୂଶାୟୀ ହୋଇଥିବା ଏମଆଇ-୮ ହେଲିକପ୍ଟରର ଧ୍ୱଂସାବଶେଷ ମିଳିଛି । ସେଥିରୁ ୧୭ ଜଣଙ୍କ ଶବ ଉଦ୍ଧାର କରାଯାଇଛି । xyxy=(916,222,1049,286)
hostage-photo-grid xyxy=(13,632,495,840)
cmyk-yellow xyxy=(721,2396,743,2405)
lead-headline: ଅଭିଯୁକ୍ତ ଅପରାଧକୁ ଅସ୍ୱୀକାର କଲା xyxy=(23,168,449,202)
helicopter-para: ଘଟଣାସ୍ଥଳ ପାହାଡ଼ିଆ ହୋଇଥିବାରୁ ଉଦ୍ଧାର କାର୍ଯ୍ୟ କଷ୍ଟସାଧ୍ୟ ହେଉଛି ବୋଲି କୁହାଯାଇଛି । xyxy=(1200,418,1390,441)
newspaper-brand: ପ୍ରଗତିବାଦୀ xyxy=(1332,16,1500,55)
ips-para: ଜଣେ ବରିଷ୍ଠ ଆଇପିଏସ ଅଧିକାରୀଙ୍କ ଝିଅ ହଷ୍ଟେଲ ରୁମ ଭିତରେ ମୃତ ଅବସ୍ଥାରେ ମିଳିଛନ୍ତି । ଘଟଣା ଜଣାପଡ଼ିବା ପରେ ଚହଳ ପଡ଼ିଯାଇଛି । xyxy=(994,642,1144,679)
imct-para: ଗୁଜରାଟ, ମହାରାଷ୍ଟ୍ର, ଆନ୍ଧ୍ରପ୍ରଦେଶ ଓ ତେଲେଙ୍ଗାନାରେ ବନ୍ୟା ପରିସ୍ଥିତି ଗମ୍ଭୀର ରହିଛି । xyxy=(284,1125,462,1240)
nepal-kicker: ପ୍ରଚଣ୍ଡଙ୍କୁ ପ୍ରଧାନମନ୍ତ୍ରୀ ଓଲିଙ୍କ ଜବାବ xyxy=(607,1050,929,1072)
nepal-byline: କାଠମାଣ୍ଡୁ, ୧ା୯ (ଏଜେନ୍ସି) xyxy=(607,1109,763,1119)
hostage-photo xyxy=(175,632,332,733)
hostage-photo xyxy=(338,632,495,733)
ips-byline: କଟକ, ୧ା୯ (ଏଜେନ୍ସି) xyxy=(994,626,1305,636)
aap-col-3 xyxy=(816,626,949,700)
helicopter-headline: ୧୭ ଜଣଙ୍କ ଶବ ଜବତ xyxy=(916,171,1112,196)
masthead-brand xyxy=(1235,12,1500,59)
lead-kicker: କୋଲକାତା ରେପ୍‌-ମର୍ଡର xyxy=(23,132,155,155)
ips-photo-col xyxy=(1314,626,1516,855)
ips-text xyxy=(994,626,1305,855)
congress-photo-col xyxy=(1336,1744,1509,1865)
aap-para: ଅଭିଯୋଗ ଅନୁଯାୟୀ ଶନିବାର ରାତିରେ କିଛି ଅଜ୍ଞାତ ବ୍ୟକ୍ତି ତାଙ୍କୁ ଗାଡ଼ିରେ ନେଇ ଯାଇଥିଲେ । ପୋଲିସ ମାମଲା ରୁଜୁ କରି ତଦନ୍ତ ଆରମ୍ଭ କରିଛି । xyxy=(668,628,807,678)
anniversary-number: 50 xyxy=(1235,12,1279,59)
white-bullet-icon: ● xyxy=(1181,1664,1189,1678)
top-section xyxy=(0,124,1529,580)
news-band-4 xyxy=(0,1659,1529,2086)
nepal-photo-caption: ନେପାଳ ପ୍ରଧାନମନ୍ତ୍ରୀ କେପି ଶର୍ମା ଓଲି ଓ ପୂର୍ବତନ ପ୍ରଧାନମନ୍ତ୍ରୀ ପୁଷ୍ପ କମଳ ଦାହାଲ ପ୍ରଚଣ୍ଡ xyxy=(772,1381,914,1401)
